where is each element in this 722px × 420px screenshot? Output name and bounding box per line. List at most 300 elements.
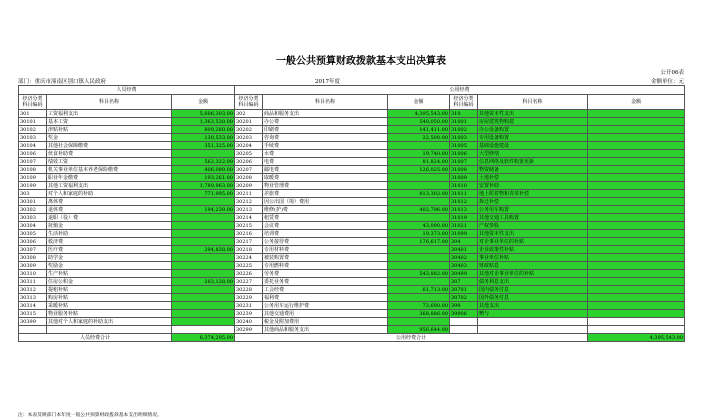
amount-cell	[588, 150, 685, 158]
amount-cell	[588, 158, 685, 166]
amount-cell	[172, 294, 235, 302]
name-cell: 咨询费	[263, 134, 388, 142]
code-cell	[450, 326, 478, 334]
code-cell: 303	[19, 190, 47, 198]
amount-cell: 294,828.00	[172, 246, 235, 254]
amount-cell	[588, 302, 685, 310]
code-cell: 30201	[235, 118, 263, 126]
name-cell: 地上附着物和青苗补偿	[478, 190, 588, 198]
code-cell: 31010	[450, 182, 478, 190]
code-cell: 30204	[235, 142, 263, 150]
amount-cell	[388, 254, 450, 262]
name-cell: 电费	[263, 158, 388, 166]
name-cell: 绩效工资	[47, 158, 172, 166]
amount-cell	[588, 262, 685, 270]
code-cell: 30401	[450, 246, 478, 254]
code-cell: 30103	[19, 134, 47, 142]
name-cell: 办公费	[263, 118, 388, 126]
name-cell: 其他交通费用	[263, 310, 388, 318]
code-cell: 30213	[235, 206, 263, 214]
name-cell: 邮电费	[263, 166, 388, 174]
table-row	[19, 118, 685, 126]
code-cell: 30499	[450, 270, 478, 278]
name-cell: 生产补贴	[47, 270, 172, 278]
amount-cell: 22,500.00	[388, 134, 450, 142]
code-cell: 30308	[19, 254, 47, 262]
amount-cell	[172, 214, 235, 222]
amount-cell: 368,886.00	[388, 310, 450, 318]
code-cell: 31012	[450, 198, 478, 206]
name-cell: 印刷费	[263, 126, 388, 134]
code-cell: 30214	[235, 214, 263, 222]
fiscal-year: 2017年度	[315, 79, 340, 85]
amount-cell	[388, 174, 450, 182]
table-row	[19, 142, 685, 150]
amount-cell	[588, 294, 685, 302]
amount-cell	[388, 214, 450, 222]
name-cell: 税金及附加费用	[263, 318, 388, 326]
code-cell: 30402	[450, 254, 478, 262]
name-cell: 公务用车运行维护费	[263, 302, 388, 310]
amount-cell: 540,050.00	[388, 118, 450, 126]
amount-cell: 562,322.00	[172, 158, 235, 166]
amount-cell: 194,239.00	[172, 206, 235, 214]
code-cell: 30225	[235, 262, 263, 270]
department-label: 部门：重庆市潼南区别口镇人民政府	[18, 79, 107, 85]
code-cell: 31005	[450, 142, 478, 150]
name-cell	[47, 326, 172, 334]
code-cell: 302	[235, 110, 263, 118]
name-cell: 专用材料费	[263, 246, 388, 254]
code-cell: 30109	[19, 174, 47, 182]
name-cell: 委托业务费	[263, 278, 388, 286]
code-cell: 30211	[235, 190, 263, 198]
code-cell: 30240	[235, 318, 263, 326]
code-cell: 31008	[450, 166, 478, 174]
amount-cell	[588, 238, 685, 246]
amount-cell	[172, 262, 235, 270]
code-cell: 31001	[450, 118, 478, 126]
name-cell: 救济费	[47, 238, 172, 246]
amount-cell	[172, 286, 235, 294]
name-cell: 安置补助	[478, 182, 588, 190]
name-cell: 其他商品和服务支出	[263, 326, 388, 334]
code-cell: 30309	[19, 262, 47, 270]
table-row	[19, 158, 685, 166]
code-cell: 30702	[450, 294, 478, 302]
amount-cell: 809,280.00	[172, 126, 235, 134]
code-cell: 30207	[235, 166, 263, 174]
code-cell: 30312	[19, 286, 47, 294]
column-header-row	[19, 95, 685, 110]
code-cell: 30310	[19, 270, 47, 278]
table-row	[19, 270, 685, 278]
code-cell: 30209	[235, 182, 263, 190]
amount-cell: 351,325.00	[172, 142, 235, 150]
name-cell: 赠与	[478, 310, 588, 318]
code-cell: 30101	[19, 118, 47, 126]
name-cell: 公务接待费	[263, 238, 388, 246]
amount-cell	[388, 198, 450, 206]
unit-label: 金额单位：元	[650, 79, 684, 85]
personnel-total: 6,374,295.00	[172, 334, 235, 342]
name-header: 科目名称	[478, 95, 588, 110]
amount-cell: 73,690.00	[388, 302, 450, 310]
name-cell: 退职（役）费	[47, 214, 172, 222]
code-cell: 30108	[19, 166, 47, 174]
code-cell: 301	[19, 110, 47, 118]
name-cell: 产权参股	[478, 222, 588, 230]
code-cell: 30224	[235, 254, 263, 262]
table-row	[19, 126, 685, 134]
code-cell: 31006	[450, 150, 478, 158]
table-row	[19, 326, 685, 334]
table-row	[19, 222, 685, 230]
amount-cell: 283,128.00	[172, 278, 235, 286]
amount-cell	[172, 326, 235, 334]
amount-cell: 130,533.00	[172, 134, 235, 142]
public-total-label: 公用经费合计	[235, 334, 588, 342]
name-cell: 债务利息支出	[478, 278, 588, 286]
amount-cell: 1,363,530.00	[172, 118, 235, 126]
table-row	[19, 214, 685, 222]
table-row	[19, 206, 685, 214]
amount-cell: 19,373.00	[388, 230, 450, 238]
name-cell: 助学金	[47, 254, 172, 262]
code-cell: 31011	[450, 190, 478, 198]
name-cell: 差旅费	[263, 190, 388, 198]
amount-cell: 141,411.00	[388, 126, 450, 134]
name-cell: 信息网络及软件购置更新	[478, 158, 588, 166]
amount-cell: 81,824.00	[388, 158, 450, 166]
code-cell	[19, 326, 47, 334]
amount-cell	[588, 222, 685, 230]
code-cell: 30313	[19, 294, 47, 302]
public-header: 公用经费	[235, 86, 685, 95]
amount-cell	[172, 254, 235, 262]
name-cell: 办公设备购置	[478, 126, 588, 134]
name-cell: 大型修缮	[478, 150, 588, 158]
table-row	[19, 198, 685, 206]
name-cell: 伙食补助费	[47, 150, 172, 158]
code-cell: 30226	[235, 270, 263, 278]
code-cell: 30217	[235, 238, 263, 246]
code-cell: 30305	[19, 230, 47, 238]
amount-cell	[588, 246, 685, 254]
name-cell: 生活补助	[47, 230, 172, 238]
name-cell: 采暖补贴	[47, 302, 172, 310]
code-cell: 30212	[235, 198, 263, 206]
amount-cell	[172, 150, 235, 158]
name-cell: 福利费	[263, 294, 388, 302]
name-cell: 国内债务付息	[478, 286, 588, 294]
amount-cell	[588, 182, 685, 190]
code-cell: 30304	[19, 222, 47, 230]
amount-cell	[172, 302, 235, 310]
amount-cell	[588, 166, 685, 174]
name-cell: 其他交通工具购置	[478, 214, 588, 222]
table-row	[19, 254, 685, 262]
name-cell: 工资福利支出	[47, 110, 172, 118]
name-cell: 奖金	[47, 134, 172, 142]
amount-cell: 543,882.00	[388, 270, 450, 278]
code-cell: 30301	[19, 198, 47, 206]
table-row	[19, 174, 685, 182]
code-cell: 30206	[235, 158, 263, 166]
code-cell: 30208	[235, 174, 263, 182]
expenditure-table	[18, 85, 685, 342]
code-cell: 30102	[19, 126, 47, 134]
name-cell: 津贴补贴	[47, 126, 172, 134]
amount-cell	[588, 230, 685, 238]
amount-cell	[588, 118, 685, 126]
code-cell: 30106	[19, 150, 47, 158]
amount-cell	[388, 246, 450, 254]
code-cell: 31019	[450, 214, 478, 222]
code-cell: 30218	[235, 246, 263, 254]
amount-cell: 61,713.00	[388, 286, 450, 294]
table-row	[19, 238, 685, 246]
amount-cell: 176,617.00	[388, 238, 450, 246]
code-cell: 30215	[235, 222, 263, 230]
amount-cell: 4,395,543.00	[388, 110, 450, 118]
code-cell: 30303	[19, 214, 47, 222]
name-cell: 其他支出	[478, 302, 588, 310]
code-cell: 30107	[19, 158, 47, 166]
amount-cell	[172, 230, 235, 238]
name-cell: 取暖费	[263, 174, 388, 182]
name-cell: 物业管理费	[263, 182, 388, 190]
code-cell: 31013	[450, 206, 478, 214]
amount-cell	[588, 270, 685, 278]
amount-cell	[588, 318, 685, 326]
amount-cell	[588, 110, 685, 118]
name-cell: 土地补偿	[478, 174, 588, 182]
name-cell: 因公出国（境）费用	[263, 198, 388, 206]
amount-cell	[588, 206, 685, 214]
name-cell: 专用燃料费	[263, 262, 388, 270]
name-cell: 其他资本性支出	[478, 110, 588, 118]
code-cell: 30315	[19, 310, 47, 318]
name-cell: 劳务费	[263, 270, 388, 278]
code-header: 经济分类 科目编码	[235, 95, 263, 110]
code-cell: 31002	[450, 126, 478, 134]
code-cell: 30231	[235, 302, 263, 310]
table-row	[19, 294, 685, 302]
code-cell: 307	[450, 278, 478, 286]
name-cell: 物业服务补贴	[47, 310, 172, 318]
name-cell: 其他工资福利支出	[47, 182, 172, 190]
code-cell: 30205	[235, 150, 263, 158]
table-row	[19, 318, 685, 326]
code-cell: 31003	[450, 134, 478, 142]
code-cell: 30311	[19, 278, 47, 286]
name-cell: 租赁费	[263, 214, 388, 222]
name-cell: 抚恤金	[47, 222, 172, 230]
name-cell	[478, 318, 588, 326]
name-cell: 被装购置费	[263, 254, 388, 262]
amount-cell	[588, 214, 685, 222]
code-cell: 30227	[235, 278, 263, 286]
name-cell: 国外债务付息	[478, 294, 588, 302]
code-cell: 30307	[19, 246, 47, 254]
amount-cell	[588, 278, 685, 286]
amount-cell: 402,796.00	[388, 206, 450, 214]
amount-cell	[588, 326, 685, 334]
amount-cell: 5,606,303.00	[172, 110, 235, 118]
amount-cell: 19,740.00	[388, 150, 450, 158]
code-cell: 399	[450, 302, 478, 310]
amount-cell: 193,261.00	[172, 174, 235, 182]
amount-cell	[388, 182, 450, 190]
personnel-header: 人员经费	[19, 86, 235, 95]
name-cell: 企业政策性补贴	[478, 246, 588, 254]
table-row	[19, 286, 685, 294]
amount-cell	[388, 278, 450, 286]
amount-header: 金额	[388, 95, 450, 110]
code-cell: 31009	[450, 174, 478, 182]
table-row	[19, 230, 685, 238]
code-header: 经济分类 科目编码	[19, 95, 47, 110]
amount-header: 金额	[172, 95, 235, 110]
code-cell: 30403	[450, 262, 478, 270]
amount-cell: 771,995.00	[172, 190, 235, 198]
amount-cell	[588, 142, 685, 150]
amount-cell	[172, 222, 235, 230]
name-cell: 拆迁补偿	[478, 198, 588, 206]
name-cell: 其他对企事业单位的补贴	[478, 270, 588, 278]
amount-cell	[588, 198, 685, 206]
table-row	[19, 310, 685, 318]
name-cell: 手续费	[263, 142, 388, 150]
code-cell	[450, 318, 478, 326]
form-number: 公开06表	[660, 70, 684, 76]
code-cell: 30203	[235, 134, 263, 142]
amount-cell	[172, 310, 235, 318]
amount-cell	[588, 126, 685, 134]
code-cell: 30314	[19, 302, 47, 310]
code-cell: 31021	[450, 222, 478, 230]
personnel-total-label: 人员经费合计	[19, 334, 172, 342]
amount-cell	[588, 134, 685, 142]
name-cell: 购房补贴	[47, 294, 172, 302]
name-cell: 会议费	[263, 222, 388, 230]
table-row	[19, 150, 685, 158]
code-cell: 30306	[19, 238, 47, 246]
amount-cell	[172, 198, 235, 206]
name-cell: 其他对个人和家庭的补助支出	[47, 318, 172, 326]
name-header: 科目名称	[263, 95, 388, 110]
name-cell: 机关事业单位基本养老保险缴费	[47, 166, 172, 174]
code-cell: 39906	[450, 310, 478, 318]
code-cell: 30229	[235, 294, 263, 302]
name-cell: 医疗费	[47, 246, 172, 254]
amount-cell	[388, 262, 450, 270]
code-cell: 30202	[235, 126, 263, 134]
amount-cell: 43,090.00	[388, 222, 450, 230]
code-cell: 30104	[19, 142, 47, 150]
code-cell: 310	[450, 110, 478, 118]
code-cell: 31007	[450, 158, 478, 166]
amount-cell	[588, 286, 685, 294]
name-cell: 财政贴息	[478, 262, 588, 270]
amount-cell: 1,789,963.00	[172, 182, 235, 190]
amount-header: 金额	[588, 95, 685, 110]
name-cell: 对个人和家庭的补助	[47, 190, 172, 198]
name-cell: 事业单位补贴	[478, 254, 588, 262]
table-row	[19, 246, 685, 254]
amount-cell	[588, 254, 685, 262]
footnote: 注：本表反映部门本年度一般公共预算财政拨款基本支出明细情况。	[18, 413, 162, 418]
name-cell: 公务用车购置	[478, 206, 588, 214]
name-cell: 奖励金	[47, 262, 172, 270]
name-cell: 提租补贴	[47, 286, 172, 294]
code-cell: 30239	[235, 310, 263, 318]
amount-cell	[588, 174, 685, 182]
code-cell: 30302	[19, 206, 47, 214]
name-cell: 退休费	[47, 206, 172, 214]
table-row	[19, 110, 685, 118]
name-cell	[478, 326, 588, 334]
name-cell: 基础设施建设	[478, 142, 588, 150]
code-cell: 30228	[235, 286, 263, 294]
public-total: 4,395,543.00	[588, 334, 685, 342]
amount-cell: 813,302.00	[388, 190, 450, 198]
code-cell: 30299	[235, 326, 263, 334]
amount-cell	[388, 294, 450, 302]
amount-cell	[172, 270, 235, 278]
name-header: 科目名称	[47, 95, 172, 110]
amount-cell	[172, 238, 235, 246]
code-cell: 30199	[19, 182, 47, 190]
amount-cell	[172, 318, 235, 326]
name-cell: 其他资本性支出	[478, 230, 588, 238]
name-cell: 维修(护)费	[263, 206, 388, 214]
amount-cell: 126,025.00	[388, 166, 450, 174]
table-row	[19, 190, 685, 198]
name-cell: 水费	[263, 150, 388, 158]
amount-cell: 956,644.00	[388, 326, 450, 334]
name-cell: 对企事业单位的补贴	[478, 238, 588, 246]
name-cell: 商品和服务支出	[263, 110, 388, 118]
table-row	[19, 134, 685, 142]
code-cell: 31099	[450, 230, 478, 238]
name-cell: 基本工资	[47, 118, 172, 126]
code-cell: 30216	[235, 230, 263, 238]
name-cell: 住房公积金	[47, 278, 172, 286]
table-row	[19, 302, 685, 310]
amount-cell	[388, 142, 450, 150]
name-cell: 工会经费	[263, 286, 388, 294]
name-cell: 培训费	[263, 230, 388, 238]
table-row	[19, 166, 685, 174]
name-cell: 房屋建筑物购建	[478, 118, 588, 126]
amount-cell	[588, 190, 685, 198]
code-cell: 304	[450, 238, 478, 246]
name-cell: 专用设备购置	[478, 134, 588, 142]
code-cell: 30701	[450, 286, 478, 294]
code-cell: 30399	[19, 318, 47, 326]
name-cell: 物资储备	[478, 166, 588, 174]
table-row	[19, 182, 685, 190]
amount-cell: 406,089.00	[172, 166, 235, 174]
table-row	[19, 278, 685, 286]
name-cell: 离休费	[47, 198, 172, 206]
amount-cell	[388, 318, 450, 326]
name-cell: 职业年金缴费	[47, 174, 172, 182]
name-cell: 其他社会保障缴费	[47, 142, 172, 150]
amount-cell	[588, 310, 685, 318]
